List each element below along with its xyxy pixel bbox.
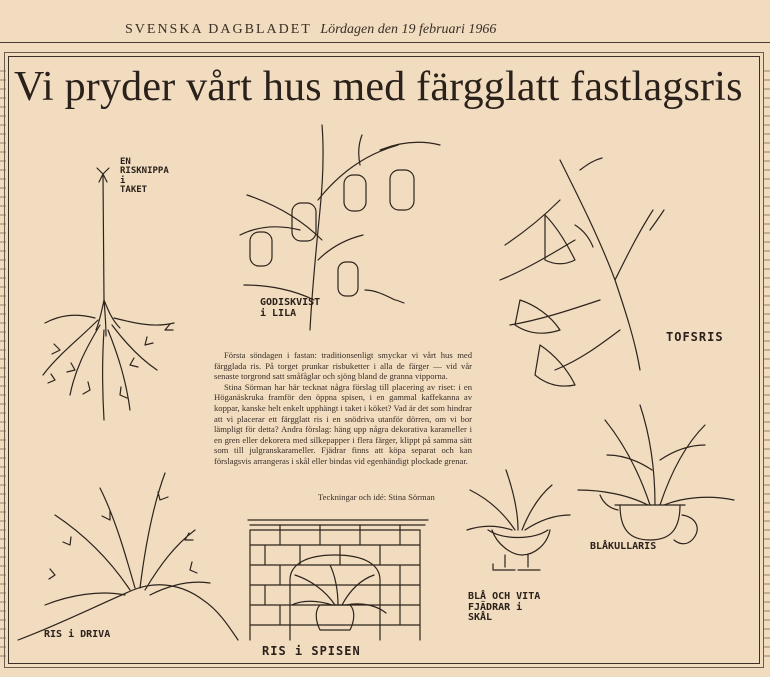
label-ris-i-driva: RIS i DRIVA xyxy=(44,629,111,640)
label-blakullaris: BLÅKULLARIS xyxy=(590,541,657,552)
masthead-paper-name: SVENSKA DAGBLADET xyxy=(125,22,312,37)
article-paragraph: Stina Sörman har här tecknat några förslag till placering av riset: i en Höganäskruka framför den öppna spisen, i en gammal kaffekanna av koppar, kanske helt enkelt upphängt i taket i köket? Vad är det som hindrar att vi placerar ett färgglatt ris i en snödriva utanför dörren, om vi bor lämpligt för detta? Andra förslag: häng upp några dekorativa karameller i en gren eller dekorera med silkepapper i flera färger, klippt på samma sätt som till julgranskarameller. Fjädrar finns att köpa separat och kan förslagsvis arrangeras i skål eller bindas vid egenhändigt plockade grenar. xyxy=(214,381,472,466)
headline: Vi pryder vårt hus med färgglatt fastlagsris xyxy=(14,64,743,110)
hanging-twig-bundle-drawing xyxy=(43,168,174,420)
article-body xyxy=(214,350,472,467)
masthead-date: Lördagen den 19 februari 1966 xyxy=(320,22,497,37)
fireplace-drawing xyxy=(248,520,428,640)
tassel-twig-drawing xyxy=(500,158,664,386)
label-ris-i-spisen: RIS i SPISEN xyxy=(262,644,361,658)
feathers-in-bowl-drawing xyxy=(467,470,570,570)
label-bla-och-vita: BLÅ OCH VITA FJÄDRAR i SKÅL xyxy=(468,591,541,623)
twigs-in-pitcher-drawing xyxy=(578,405,734,544)
illustration-credit: Teckningar och idé: Stina Sörman xyxy=(318,492,435,502)
twigs-in-snowdrift-drawing xyxy=(18,473,238,640)
label-risknippa: EN RISKNIPPA i TAKET xyxy=(120,157,169,196)
label-tofsris: TOFSRIS xyxy=(666,330,724,344)
label-godiskvist: GODISKVIST i LILA xyxy=(260,297,321,319)
article-paragraph: Första söndagen i fastan: traditionsenligt smyckar vi vårt hus med färgglada ris. På torget prunkar risbuketter i alla de färger — vid vår senaste torgrond satt småfåglar och sjöng bland de granna vipporna. xyxy=(214,350,472,382)
